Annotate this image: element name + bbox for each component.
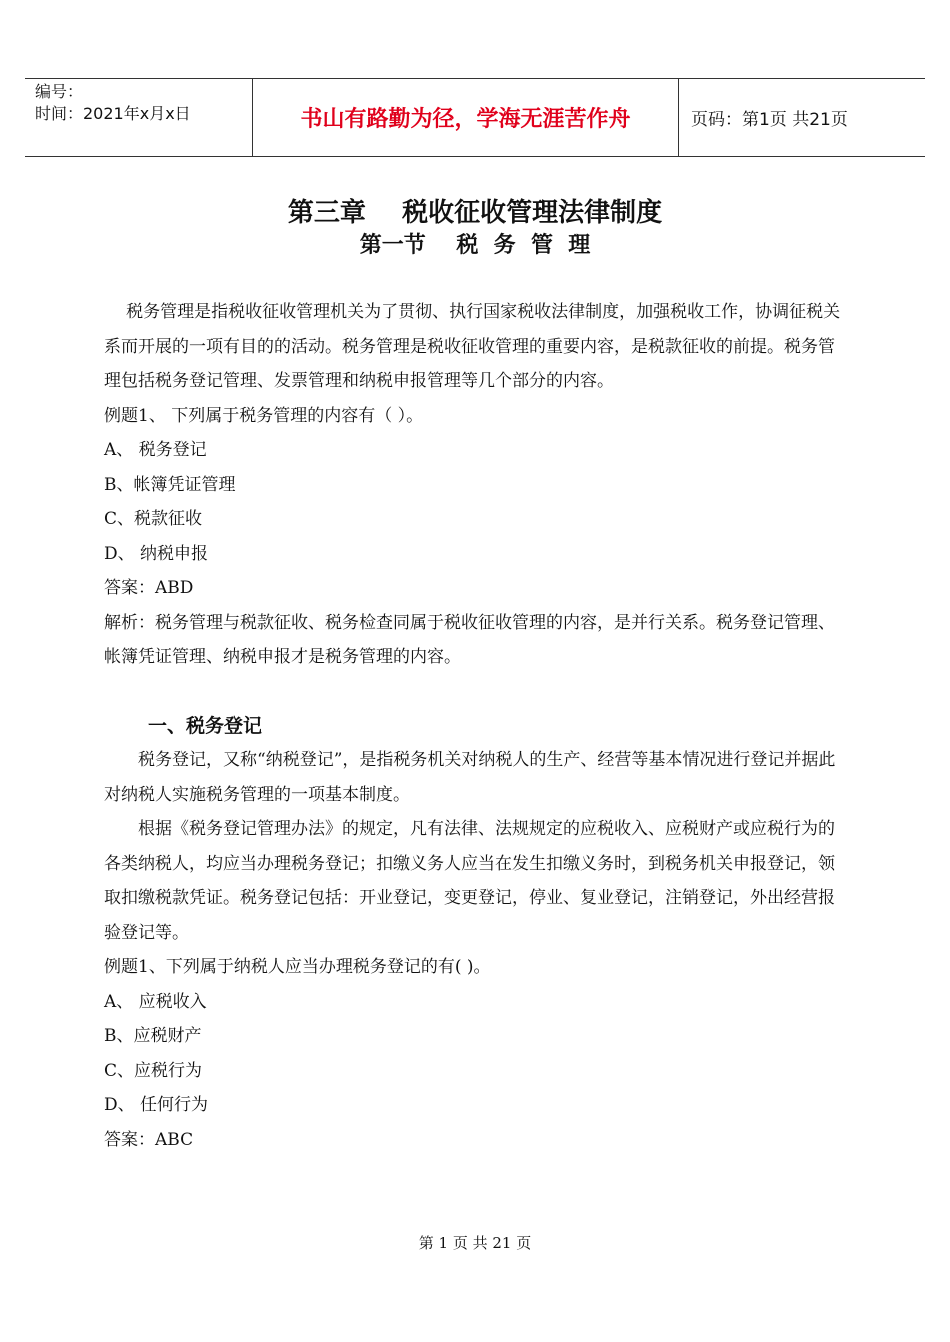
paragraph-registration-definition: 税务登记，又称“纳税登记”，是指税务机关对纳税人的生产、经营等基本情况进行登记并据此对纳税人实施税务管理的一项基本制度。 <box>104 750 836 805</box>
example1-option-d: D、 纳税申报 <box>104 543 209 564</box>
example2-question: 例题1、下列属于纳税人应当办理税务登记的有( )。 <box>104 957 491 977</box>
section-title: 第一节 税 务 管 理 <box>359 233 591 258</box>
document-number-label: 编号： <box>35 82 84 101</box>
page-header <box>25 78 925 157</box>
example2-option-c: C、应税行为 <box>104 1060 203 1081</box>
document-time-label: 时间：2021年x月x日 <box>35 104 191 123</box>
example1-question: 例题1、 下列属于税务管理的内容有（ ）。 <box>104 405 424 426</box>
page-footer: 第 1 页 共 21 页 <box>418 1234 532 1252</box>
example2-option-d: D、 任何行为 <box>104 1095 209 1115</box>
header-motto: 书山有路勤为径，学海无涯苦作舟 <box>253 79 679 156</box>
heading-tax-registration: 一、税务登记 <box>148 714 263 737</box>
example1-analysis: 解析：税务管理与税款征收、税务检查同属于税收征收管理的内容，是并行关系。税务登记管理、帐簿凭证管理、纳税申报才是税务管理的内容。 <box>104 612 835 667</box>
header-info-cell <box>25 79 253 156</box>
example2-option-b: B、应税财产 <box>104 1026 202 1046</box>
example1-answer: 答案：ABD <box>104 578 194 598</box>
example1-option-a: A、 税务登记 <box>104 440 207 460</box>
example1-option-c: C、税款征收 <box>104 509 203 529</box>
intro-paragraph: 税务管理是指税收征收管理机关为了贯彻、执行国家税收法律制度，加强税收工作，协调征税关系而开展的一项有目的的活动。税务管理是税收征收管理的重要内容，是税款征收的前提。税务管理包括税务登记管理、发票管理和纳税申报管理等几个部分的内容。 <box>104 302 841 391</box>
header-page-info: 页码：第1页 共21页 <box>691 110 848 130</box>
chapter-title: 第三章 税收征收管理法律制度 <box>287 198 663 228</box>
example2-option-a: A、 应税收入 <box>104 991 207 1012</box>
document-body <box>104 295 849 1157</box>
example1-option-b: B、帐簿凭证管理 <box>104 474 236 495</box>
example2-answer: 答案：ABC <box>104 1129 194 1150</box>
paragraph-registration-rules: 根据《税务登记管理办法》的规定，凡有法律、法规规定的应税收入、应税财产或应税行为的各类纳税人，均应当办理税务登记；扣缴义务人应当在发生扣缴义务时，到税务机关申报登记，领取扣缴税款凭证。税务登记包括：开业登记，变更登记，停业、复业登记，注销登记，外出经营报验登记等。 <box>104 819 835 943</box>
